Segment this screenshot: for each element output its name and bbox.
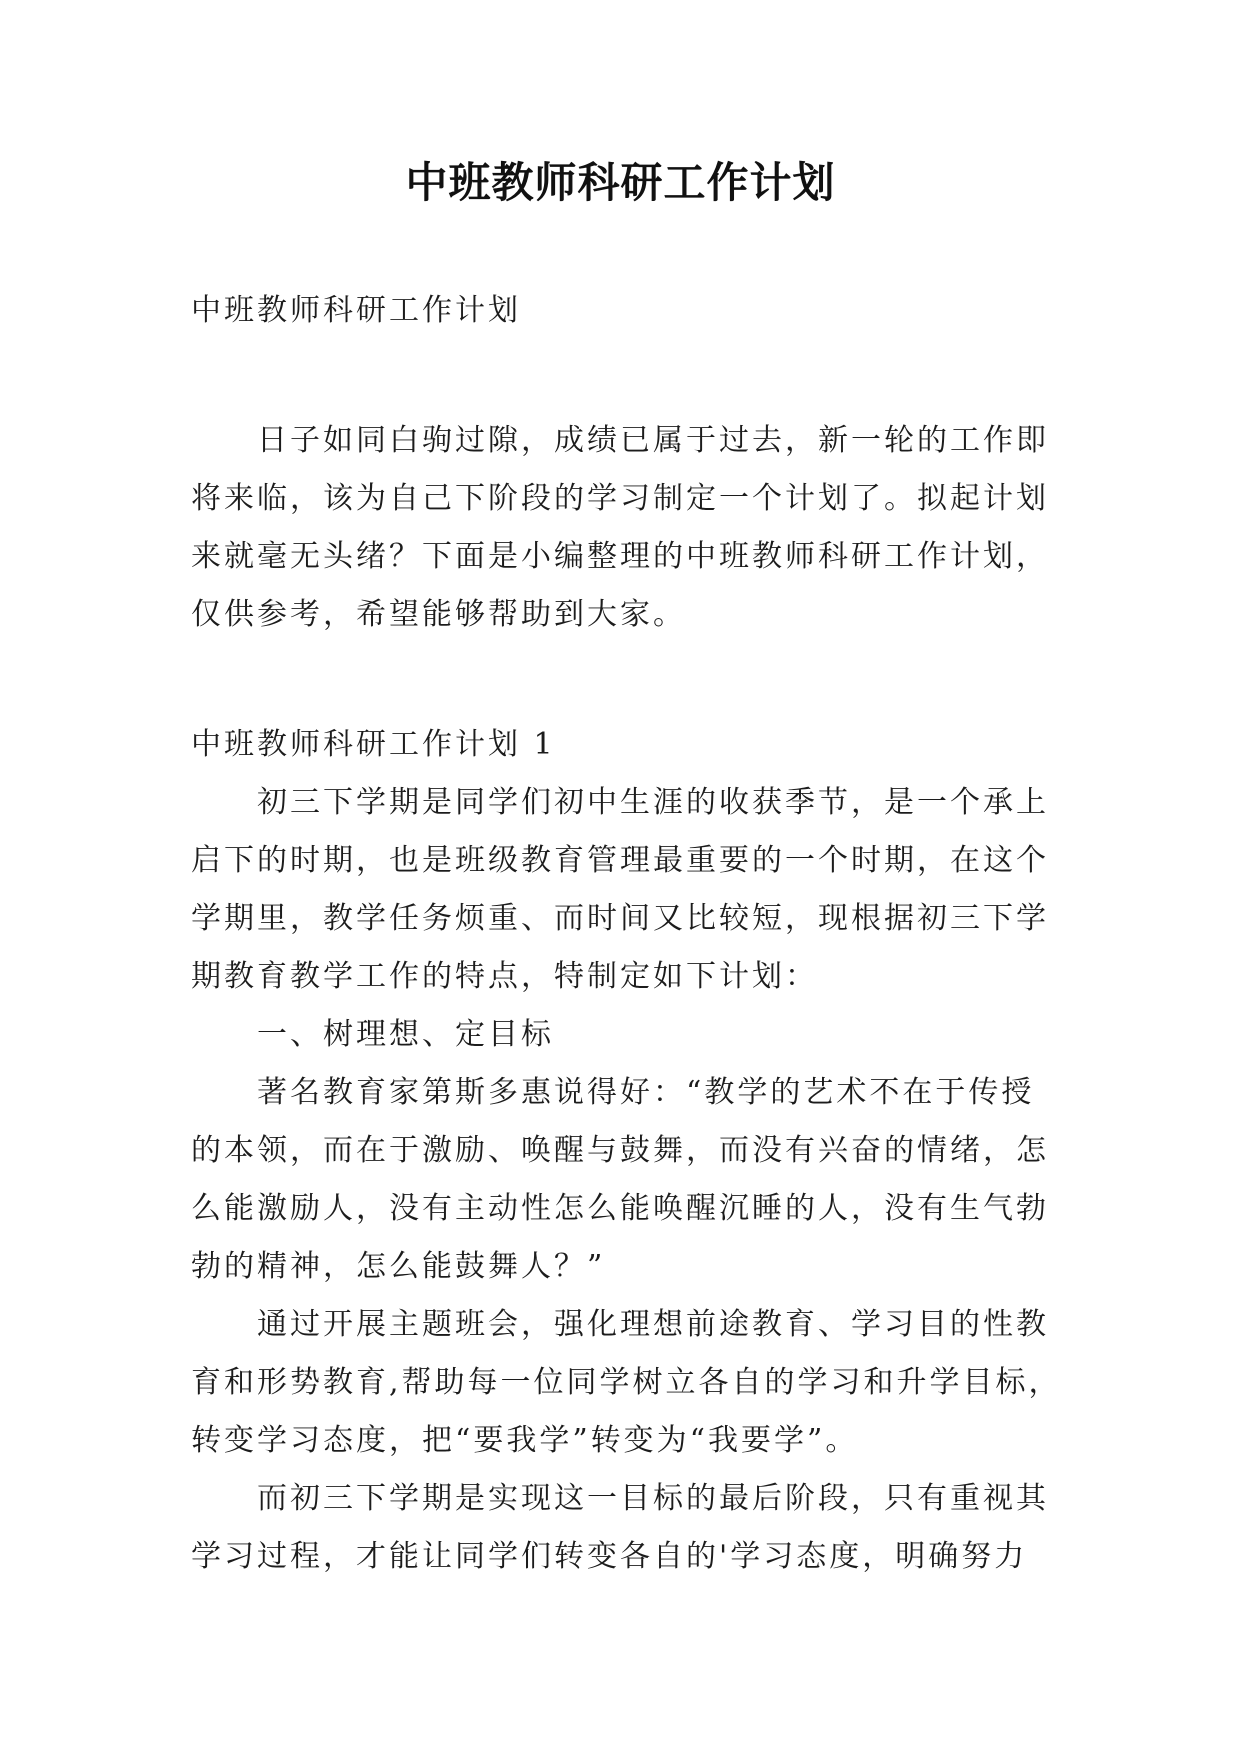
intro-line: 将来临，该为自己下阶段的学习制定一个计划了。拟起计划 (191, 481, 1049, 516)
paragraph-line: 转变学习态度，把“要我学”转变为“我要学”。 (191, 1423, 859, 1458)
paragraph-2 (191, 1064, 1059, 1296)
paragraph-4 (191, 1470, 1059, 1586)
intro-line: 来就毫无头绪？下面是小编整理的中班教师科研工作计划， (191, 539, 1049, 574)
paragraph-line: 初三下学期是同学们初中生涯的收获季节，是一个承上 (257, 785, 1049, 820)
paragraph-line: 勃的精神，怎么能鼓舞人？” (191, 1249, 606, 1284)
paragraph-line: 启下的时期，也是班级教育管理最重要的一个时期，在这个 (191, 843, 1049, 878)
intro-line: 仅供参考，希望能够帮助到大家。 (191, 597, 686, 632)
paragraph-line: 学习过程，才能让同学们转变各自的'学习态度，明确努力 (191, 1539, 1028, 1574)
paragraph-line: 著名教育家第斯多惠说得好：“教学的艺术不在于传授 (257, 1075, 1035, 1110)
paragraph-3 (191, 1296, 1062, 1470)
section-heading: 中班教师科研工作计划 1 (191, 727, 556, 762)
paragraph-line: 期教育教学工作的特点，特制定如下计划： (191, 959, 818, 994)
paragraph-line: 的本领，而在于激励、唤醒与鼓舞，而没有兴奋的情绪，怎 (191, 1133, 1049, 1168)
document-body (191, 282, 1062, 1586)
intro-paragraph (191, 412, 1059, 644)
document-subtitle: 中班教师科研工作计划 (191, 293, 521, 328)
paragraph-1 (191, 774, 1059, 1006)
paragraph-line: 育和形势教育,帮助每一位同学树立各自的学习和升学目标， (191, 1365, 1062, 1400)
paragraph-line: 通过开展主题班会，强化理想前途教育、学习目的性教 (257, 1307, 1049, 1342)
paragraph-line: 而初三下学期是实现这一目标的最后阶段，只有重视其 (257, 1481, 1049, 1516)
paragraph-line: 学期里，教学任务烦重、而时间又比较短，现根据初三下学 (191, 901, 1049, 936)
intro-line: 日子如同白驹过隙，成绩已属于过去，新一轮的工作即 (257, 423, 1049, 458)
item-heading: 一、树理想、定目标 (257, 1017, 554, 1052)
paragraph-line: 么能激励人，没有主动性怎么能唤醒沉睡的人，没有生气勃 (191, 1191, 1049, 1226)
document-title: 中班教师科研工作计划 (405, 158, 836, 207)
